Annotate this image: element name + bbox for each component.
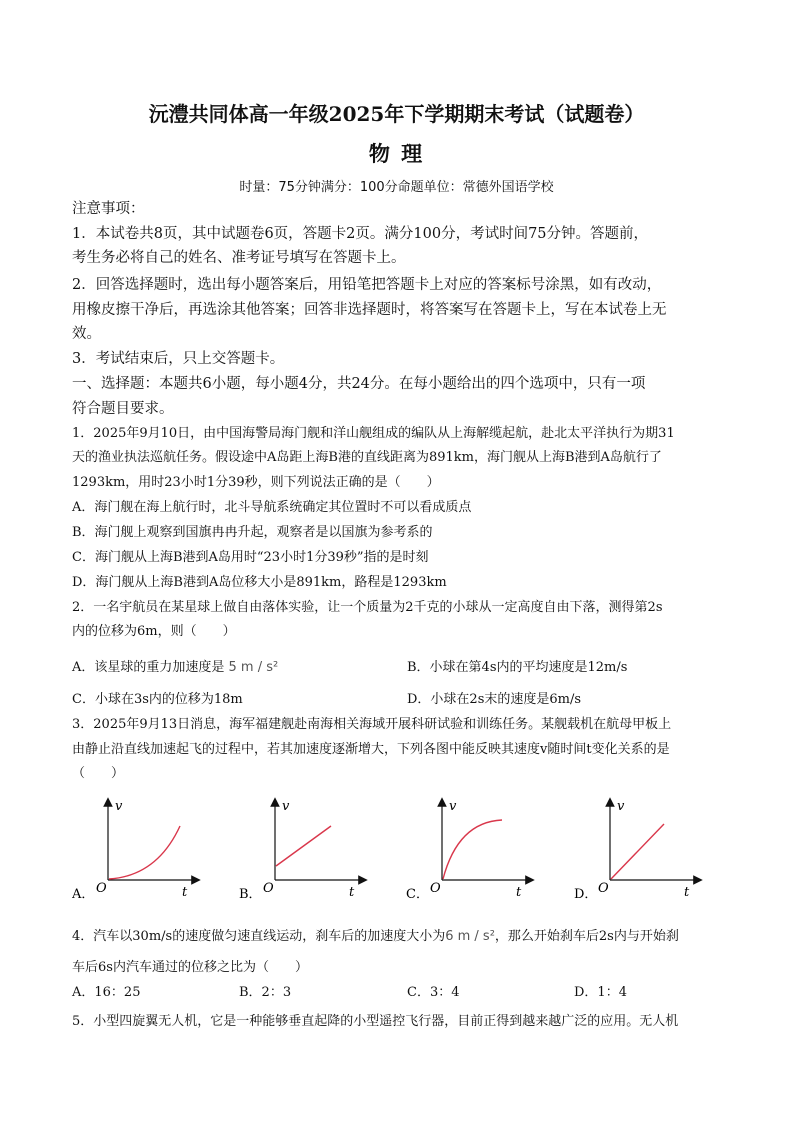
q5-stem-line-1: 5．小型四旋翼无人机，它是一种能够垂直起降的小型遥控飞行器，目前正得到越来越广泛的应用。无人机 xyxy=(72,1014,679,1029)
q2-option-a-text: A．该星球的重力加速度是 xyxy=(72,660,225,675)
y-axis-label: v xyxy=(449,799,457,814)
note-1-line-2: 考生务必将自己的姓名、准考证号填写在答题卡上。 xyxy=(72,250,406,266)
note-3: 3．考试结束后，只上交答题卡。 xyxy=(72,351,285,367)
q1-option-d: D．海门舰从上海B港到A岛位移大小是891km，路程是1293km xyxy=(72,575,447,590)
q4-stem-line-1 xyxy=(72,927,679,947)
q4-acceleration-unit: 6 m / s² xyxy=(445,929,495,944)
q4-option-d: D．1：4 xyxy=(574,985,627,1000)
q1-stem-line-3: 1293km，用时23小时1分39秒，则下列说法正确的是（ ） xyxy=(72,475,440,490)
section-1-line-2: 符合题目要求。 xyxy=(72,401,174,417)
section-1-line-1: 一、选择题：本题共6小题，每小题4分，共24分。在每小题给出的四个选项中，只有一项 xyxy=(72,376,646,392)
x-axis-label: t xyxy=(182,885,188,900)
y-axis-label: v xyxy=(282,799,290,814)
velocity-line xyxy=(276,826,331,866)
q1-option-b: B．海门舰上观察到国旗冉冉升起，观察者是以国旗为参考系的 xyxy=(72,525,433,540)
q1-stem-line-2: 天的渔业执法巡航任务。假设途中A岛距上海B港的直线距离为891km，海门舰从上海B港到A岛航行了 xyxy=(72,450,662,465)
notes-heading: 注意事项： xyxy=(72,201,145,217)
q3-graph-d xyxy=(574,796,704,904)
x-axis-label: t xyxy=(349,885,355,900)
q2-stem-line-1: 2．一名宇航员在某星球上做自由落体实验，让一个质量为2千克的小球从一定高度自由下落，测得第2s xyxy=(72,600,663,615)
subject-title: 物 理 xyxy=(368,141,425,166)
q3-graph-c xyxy=(406,796,536,904)
x-axis-label: t xyxy=(516,885,522,900)
q3-graph-a-option-label: A． xyxy=(72,887,95,902)
q4-option-a: A．16：25 xyxy=(72,985,141,1000)
q4-stem-text-a: 4．汽车以30m/s的速度做匀速直线运动，刹车后的加速度大小为 xyxy=(72,929,446,944)
origin-label: O xyxy=(96,881,107,896)
exam-meta: 时量：75分钟满分：100分命题单位：常德外国语学校 xyxy=(239,180,554,195)
note-2-line-2: 用橡皮擦干净后，再选涂其他答案；回答非选择题时，将答案写在答题卡上，写在本试卷上无 xyxy=(72,302,667,318)
q2-option-b: B．小球在第4s内的平均速度是12m/s xyxy=(407,660,628,675)
origin-label: O xyxy=(263,881,274,896)
velocity-line xyxy=(611,824,664,879)
q3-stem-line-3: （ ） xyxy=(72,766,125,781)
q3-graph-b-option-label: B． xyxy=(239,887,262,902)
q3-graph-b xyxy=(239,796,369,904)
note-2-line-1: 2．回答选择题时，选出每小题答案后，用铅笔把答题卡上对应的答案标号涂黑，如有改动， xyxy=(72,277,662,293)
q1-stem-line-1: 1．2025年9月10日，由中国海警局海门舰和洋山舰组成的编队从上海解缆起航，赴北太平洋执行为期31 xyxy=(72,426,675,441)
q1-option-a: A．海门舰在海上航行时，北斗导航系统确定其位置时不可以看成质点 xyxy=(72,500,472,515)
exam-title: 沅澧共同体高一年级2025年下学期期末考试（试题卷） xyxy=(148,102,645,126)
note-2-line-3: 效。 xyxy=(72,326,101,342)
y-axis-label: v xyxy=(115,799,123,814)
q3-stem-line-1: 3．2025年9月13日消息，海军福建舰赴南海相关海域开展科研试验和训练任务。某舰载机在航母甲板上 xyxy=(72,717,672,732)
origin-label: O xyxy=(598,881,609,896)
q4-option-c: C．3：4 xyxy=(407,985,460,1000)
q4-stem-text-b: ，那么开始刹车后2s内与开始刹 xyxy=(494,929,679,944)
q3-graph-d-option-label: D． xyxy=(574,887,598,902)
x-axis-label: t xyxy=(684,885,690,900)
q2-stem-line-2: 内的位移为6m，则（ ） xyxy=(72,624,236,639)
velocity-curve xyxy=(109,826,180,879)
q2-option-a-unit: 5 m / s² xyxy=(228,660,279,675)
velocity-curve xyxy=(443,820,502,879)
q2-option-d: D．小球在2s末的速度是6m/s xyxy=(407,692,582,707)
q3-graph-a xyxy=(72,796,202,904)
q1-option-c: C．海门舰从上海B港到A岛用时“23小时1分39秒”指的是时刻 xyxy=(72,550,429,565)
q3-stem-line-2: 由静止沿直线加速起飞的过程中，若其加速度逐渐增大，下列各图中能反映其速度v随时间t变化关系的是 xyxy=(72,742,670,757)
note-1-line-1: 1．本试卷共8页，其中试题卷6页，答题卡2页。满分100分，考试时间75分钟。答题前， xyxy=(72,226,649,242)
q2-option-a xyxy=(72,658,278,678)
y-axis-label: v xyxy=(617,799,625,814)
origin-label: O xyxy=(430,881,441,896)
q4-option-b: B．2：3 xyxy=(239,985,292,1000)
q2-option-c: C．小球在3s内的位移为18m xyxy=(72,692,243,707)
q3-graph-c-option-label: C． xyxy=(406,887,429,902)
q4-stem-line-2: 车后6s内汽车通过的位移之比为（ ） xyxy=(72,960,308,975)
